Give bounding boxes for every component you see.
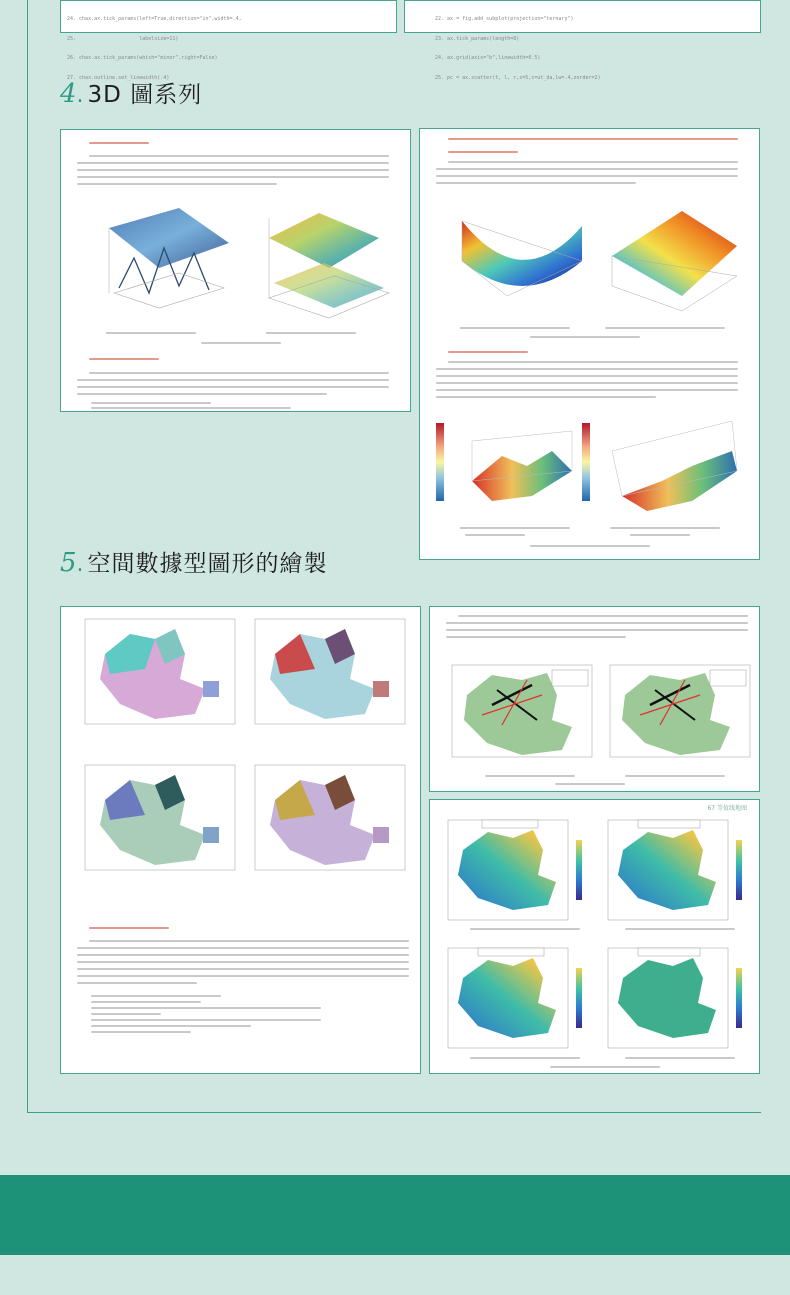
footer-band (0, 1175, 790, 1255)
section-5-heading (60, 545, 328, 578)
3d-surface-figure (79, 198, 399, 328)
page-number: 67 等值线地图 (707, 805, 747, 812)
section-4-title: 3D 圖系列 (87, 82, 203, 108)
choropleth-maps-figure (71, 615, 416, 905)
section-dot: . (76, 83, 84, 108)
code-line: 27. chax.outline.set_linewidth(.4) (67, 74, 170, 81)
section-4-number: 4 (60, 79, 77, 109)
code-line: 26. chax.ax.tick_params(which="minor",right=False) (67, 55, 218, 61)
link-map-figure (452, 665, 752, 765)
section-4-heading (60, 76, 202, 109)
code-line: 25. pc = ax.scatter(t, l, r,s=5,c=ut_da,lw=.4,zorder=2) (435, 74, 601, 81)
section-5-title: 空間數據型圖形的繪製 (87, 551, 328, 577)
page-kriging-maps (429, 799, 760, 1074)
kriging-figure (448, 820, 748, 1070)
mayavi-terrain-figure (432, 411, 752, 521)
mayavi-surface-figure (432, 201, 752, 321)
code-line: 22. ax = fig.add_subplot(projection="ternary") (435, 16, 574, 22)
code-line: 24. chax.ax.tick_params(left=True,direction="in",width=.4, (67, 16, 242, 22)
code-card-right (404, 0, 761, 81)
page-3d-surface-mayavi (419, 128, 760, 560)
page-link-map (429, 606, 760, 792)
page-bivariate-choropleth-maps (60, 606, 421, 1074)
code-card-left (60, 0, 397, 81)
page-3d-surface-matplotlib (60, 129, 411, 412)
code-line: 25. labelsize=11) (67, 35, 179, 42)
code-line: 24. ax.grid(axis="b",linewidth=0.5) (435, 55, 541, 61)
code-line: 23. ax.tick_params(length=8) (435, 35, 520, 42)
section-5-number: 5 (60, 548, 77, 578)
section-dot: . (76, 552, 84, 577)
